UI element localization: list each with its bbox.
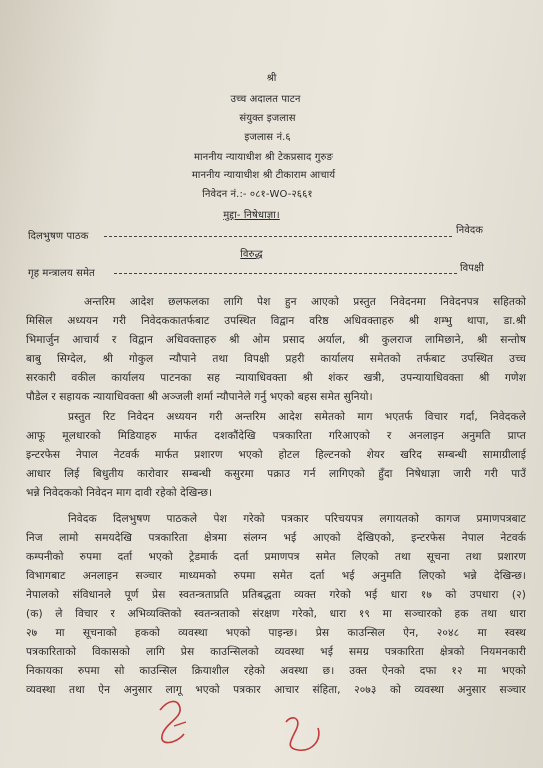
respondent-role: विपक्षी: [460, 263, 484, 274]
body-line: अन्तरिम आदेश छलफलका लागि पेश हुन आएको प्रस्तुत निवेदनमा निवेदनपत्र सहितको: [84, 296, 526, 308]
body-line: प्रस्तुत रिट निवेदन अध्ययन गरी अन्तरिम आदेश समेतको माग भएतर्फ विचार गर्दा, निवेदकले: [68, 411, 526, 423]
body-line: निकायका रुपमा सो काउन्सिल क्रियाशील रहेको अवस्था छ। उक्त ऐनको दफा १२ मा भएको: [26, 665, 526, 677]
body-line: सरकारी वकील कार्यालय पाटनका सह न्यायाधिवक्ता श्री शंकर खत्री, उपन्यायाधिवक्ता श्री गणेश: [26, 372, 526, 384]
bench-type: संयुक्त इजलास: [239, 113, 296, 124]
petitioner-name: दिलभुषण पाठक: [28, 231, 89, 242]
body-line: व्यवस्था तथा ऐन अनुसार लागू भएको पत्रकार आचार संहिता, २०७३ को व्यवस्था अनुसार सञ्चार: [26, 684, 526, 696]
body-line: आधार लिई बिधुतीय कारोवार सम्बन्धी कसुरमा पक्राउ गर्न लागिएको हुँदा निषेधाज्ञा जारी गरी पाउँ: [26, 468, 526, 480]
body-line: पौडेल र सहायक न्यायाधिवक्ता श्री अञ्जली शर्मा न्यौपानेले गर्नु भएको बहस समेत सुनियो।: [26, 391, 373, 403]
judge-signature-2: [278, 708, 338, 758]
petition-number: निवेदन नं.:- ०८१-WO-२६६१: [202, 189, 313, 200]
case-subject: मुद्दा- निषेधाज्ञा।: [223, 210, 280, 221]
body-line: भिमार्जुन आचार्य र विद्वान अधिवक्ताहरु श्री ओम प्रसाद अर्याल, श्री कुलराज लामिछाने, श्री सन्तोष: [26, 334, 526, 346]
body-line: बाबु सिग्देल, श्री गोकुल न्यौपाने तथा विपक्षी प्रहरी कार्यालय समेतको तर्फबाट उपस्थित उच्च: [26, 353, 526, 365]
justice-2: माननीय न्यायाधीश श्री टीकाराम आचार्य: [191, 170, 336, 181]
body-line: भन्ने निवेदकको निवेदन माग दावी रहेको देखिन्छ।: [26, 487, 213, 499]
body-line: विभागबाट अनलाइन सञ्चार माध्यमको रुपमा समेत दर्ता भई अनुमति लिएको भन्ने देखिन्छ।: [26, 570, 526, 582]
header-honorific: श्री: [266, 73, 277, 84]
bench-number: इजलास नं.६: [244, 132, 291, 143]
body-line: इन्टरफेस नेपाल नेटवर्क मार्फत प्रशारण भएको होटल हिल्टनको शेयर खरिद सम्बन्धी सामाग्रीलाई: [26, 449, 526, 461]
respondent-name: गृह मन्त्रालय समेत: [28, 268, 95, 279]
petitioner-role: निवेदक: [456, 225, 484, 236]
body-line: निज लामो समयदेखि पत्रकारिता क्षेत्रमा संलग्न भई आएको देखिएको, इन्टरफेस नेपाल नेटवर्क: [26, 532, 526, 544]
body-line: आफू मूलधारको मिडियाहरु मार्फत दशकौंदेखि पत्रकारिता गरिआएको र अनलाइन अनुमति प्राप्त: [26, 430, 526, 442]
court-name: उच्च अदालत पाटन: [230, 94, 301, 105]
body-line: नेपालको संविधानले पूर्ण प्रेस स्वतन्त्रताप्रति प्रतिबद्धता व्यक्त गरेको भई धारा १७ को उपधारा (२): [26, 589, 526, 601]
judge-signature-1: [150, 690, 210, 750]
dotted-leader: [104, 236, 452, 237]
body-line: २७ मा सूचनाको हकको व्यवस्था भएको पाइन्छ। प्रेस काउन्सिल ऐन, २०४८ मा स्वस्थ: [26, 627, 526, 639]
dotted-leader: [114, 273, 457, 274]
body-line: निवेदक दिलभुषण पाठकले पेश गरेको पत्रकार परिचयपत्र लगायतको कागज प्रमाणपत्रबाट: [68, 513, 526, 525]
body-line: कम्पनीको रुपमा दर्ता भएको ट्रेडमार्क दर्ता प्रमाणपत्र समेत लिएको तथा सूचना तथा प्रशारण: [26, 551, 526, 563]
body-line: (क) ले विचार र अभिव्यक्तिको स्वतन्त्रताको संरक्षण गरेको, धारा १९ मा सञ्चारको हक तथा धारा: [26, 608, 526, 620]
justice-1: माननीय न्यायाधीश श्री टेकप्रसाद गुरुङ: [194, 152, 333, 163]
body-line: मिसिल अध्ययन गरी निवेदककातर्फबाट उपस्थित विद्वान वरिष्ठ अधिवक्ताहरु श्री शम्भु थापा, डा.श्री: [26, 315, 526, 327]
versus-label: विरुद्ध: [240, 249, 263, 260]
body-line: पत्रकारिताको विकासको लागि प्रेस काउन्सिलको व्यवस्था भई समग्र पत्रकारिता क्षेत्रको नियमनकारी: [26, 646, 526, 658]
